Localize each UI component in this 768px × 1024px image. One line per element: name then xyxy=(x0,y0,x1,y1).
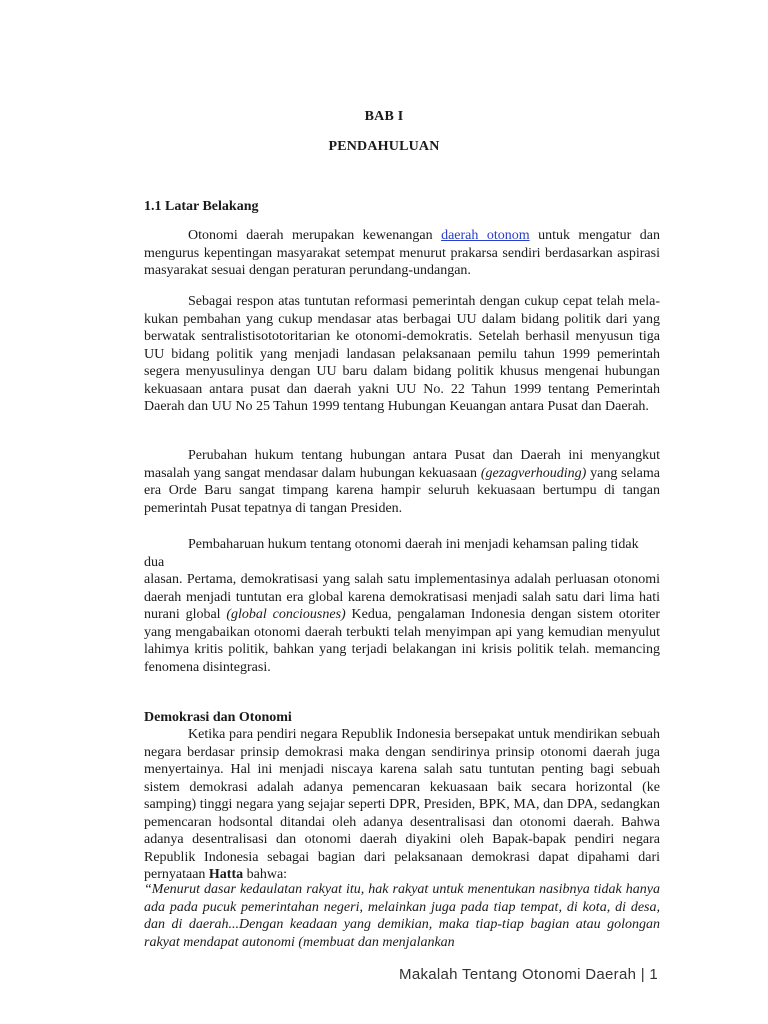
paragraph-2: Sebagai respon atas tuntutan reformasi pemerintah dengan cukup cepat telah mela-kukan pembahan yang cukup mendasar atas berbagai UU dalam bidang politik dari yang berwatak sentralistisototoritarian ke otonomi-demokratis. Setelah berhasil menyusun tiga UU bidang politik yang menjadi landasan pelaksanaan pemilu tahun 1999 pemerintah segera menyusulinya dengan UU baru dalam bidang politik khusus mengenai hubungan kekuasaan antara pusat dan daerah yakni UU No. 22 Tahun 1999 tentang Pemerintah Daerah dan UU No 25 Tahun 1999 tentang Hubungan Keuangan antara Pusat dan Daerah. xyxy=(144,294,660,414)
paragraph-1-text: Otonomi daerah merupakan kewenangan xyxy=(188,228,442,243)
paragraph-1-text-end: untuk mengatur dan mengurus kepentingan masyarakat setempat menurut prakarsa sendiri berdasarkan aspirasi masyarakat sesuai dengan peraturan perundang-undangan. xyxy=(144,228,660,278)
paragraph-3-text: Perubahan hukum tentang hubungan antara Pusat dan Daerah ini menyangkut masalah yang sangat mendasar dalam hubungan kekuasaan xyxy=(144,448,660,481)
section-heading-latar-belakang: 1.1 Latar Belakang xyxy=(144,199,259,214)
paragraph-5-text-end: bahwa: xyxy=(243,867,288,882)
hatta-quote: “Menurut dasar kedaulatan rakyat itu, hak rakyat untuk menentukan nasibnya tidak hanya ada pada pucuk pemerintahan negeri, melainkan juga pada tiap tempat, di kota, di desa, dan di daerah...Dengan keadaan yang demikian, maka tiap-tiap bagian atau golongan rakyat mendapat autonomi (membuat dan menjalankan xyxy=(144,882,660,950)
paragraph-4-first-line: Pembaharuan hukum tentang otonomi daerah ini menjadi kehamsan paling tidak dua xyxy=(144,537,639,570)
chapter-title: PENDAHULUAN xyxy=(328,139,440,154)
paragraph-1 xyxy=(144,227,660,280)
page-footer: Makalah Tentang Otonomi Daerah | 1 xyxy=(399,966,658,983)
link-daerah-otonom[interactable]: daerah otonom xyxy=(441,228,530,243)
paragraph-5 xyxy=(144,726,660,884)
paragraph-4-text: alasan. Pertama, demokratisasi yang salah satu implementasinya adalah perluasan otonomi daerah menjadi tuntutan era global karena demokratisasi menjadi salah satu dari lima hati nurani global xyxy=(144,572,660,622)
chapter-number: BAB I xyxy=(364,109,404,124)
section-heading-demokrasi: Demokrasi dan Otonomi xyxy=(144,710,292,725)
name-hatta: Hatta xyxy=(208,867,244,882)
paragraph-5-text: Ketika para pendiri negara Republik Indonesia bersepakat untuk mendirikan sebuah negara berdasar prinsip demokrasi maka dengan sendirinya prinsip otonomi daerah juga menyertainya. Hal ini menjadi niscaya karena salah satu tuntutan penting bagi sebuah sistem demokrasi adalah adanya pemencaran kekuasaan baik secara horizontal (ke samping) tinggi negara yang sejajar seperti DPR, Presiden, BPK, MA, dan DPA, sedangkan pemencaran hodsontal ditandai oleh adanya desentralisasi dan otonomi daerah. Bahwa adanya desentralisasi dan otonomi daerah diyakini oleh Bapak-bapak pendiri negara Republik Indonesia sebagai bagian dari pelaksanaan demokrasi dapat dipahami dari pernyataan xyxy=(144,727,660,882)
term-gezagverhouding: (gezagverhouding) xyxy=(480,465,587,481)
term-global-conciousnes: (global conciousnes) xyxy=(226,607,346,622)
paragraph-3 xyxy=(144,447,660,517)
paragraph-4-text-end: Kedua, pengalaman Indonesia dengan sistem otoriter yang mengabaikan otonomi daerah terbukti telah menyimpan api yang kemudian menyulut lahimya kritis politik, bahkan yang terjadi belakangan ini krisis politik telah. memancing fenomena disintegrasi. xyxy=(144,607,661,675)
paragraph-3-text-end: yang selama era Orde Baru sangat timpang karena hampir seluruh kekuasaan bertumpu di tangan pemerintah Pusat tepatnya di tangan Presiden. xyxy=(144,465,660,516)
paragraph-4 xyxy=(144,571,660,676)
